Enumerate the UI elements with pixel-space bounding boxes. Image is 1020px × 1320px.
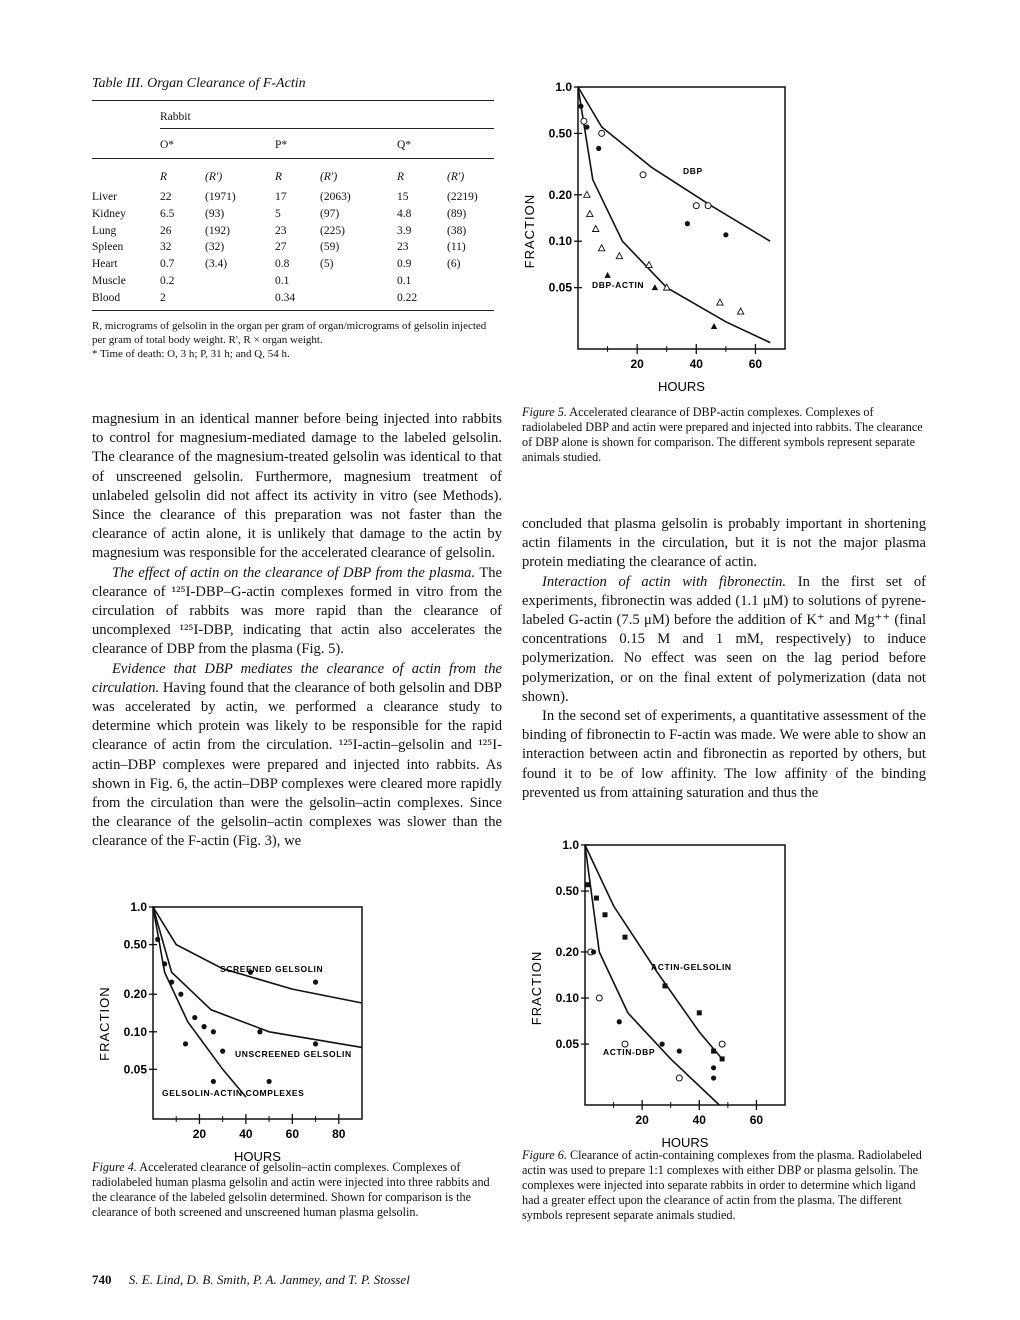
table-cell: 22 (160, 191, 172, 203)
x-tick-label: 60 (749, 1113, 764, 1127)
data-point-filled-circle (591, 949, 596, 954)
table-group-p: P* (275, 139, 288, 151)
curve-label: DBP-ACTIN (592, 280, 645, 290)
table-cell: 23 (275, 224, 287, 237)
figure-6-caption-label: Figure 6. (522, 1148, 567, 1162)
table-cell: 27 (275, 241, 287, 254)
y-tick-label: 1.0 (130, 900, 147, 914)
table-cell: 3.9 (397, 224, 412, 237)
table-title: Table III. Organ Clearance of F-Actin (92, 76, 306, 91)
data-point-open-triangle (584, 191, 590, 197)
y-axis-label: FRACTION (529, 950, 544, 1026)
data-point-filled-triangle (604, 272, 610, 278)
figure-4-caption (92, 1160, 502, 1220)
table-group-rule (160, 128, 494, 129)
data-point-filled-circle (267, 1079, 272, 1084)
table-row-organ: Lung (92, 224, 117, 237)
table-cell: (38) (447, 224, 467, 237)
data-point-open-triangle (717, 299, 723, 305)
data-point-open-triangle (593, 226, 599, 232)
data-point-filled-circle (711, 1065, 716, 1070)
data-point-open-circle (693, 203, 699, 209)
table-cell: 0.22 (397, 291, 418, 304)
table-cell: 6.5 (160, 207, 175, 220)
y-tick-label: 0.10 (123, 1024, 147, 1039)
data-point-filled-circle (178, 992, 183, 997)
x-tick-label: 60 (285, 1127, 300, 1141)
data-point-filled-circle (192, 1015, 197, 1020)
data-point-filled-square (585, 882, 590, 887)
left-paragraph-3 (92, 660, 502, 852)
table-row-organ: Muscle (92, 275, 126, 287)
figure-6-caption (522, 1148, 926, 1223)
curve-label: UNSCREENED GELSOLIN (235, 1049, 352, 1059)
right-paragraph-2 (522, 573, 926, 707)
data-point-filled-circle (677, 1049, 682, 1054)
table-row-organ: Heart (92, 258, 118, 271)
data-point-open-triangle (587, 211, 593, 217)
data-point-filled-circle (584, 124, 589, 129)
curve-label: GELSOLIN-ACTIN COMPLEXES (162, 1088, 305, 1098)
data-point-open-circle (596, 995, 602, 1001)
figure-4-chart (92, 895, 392, 1164)
data-point-open-circle (705, 203, 711, 209)
table-cell: 26 (160, 224, 172, 237)
curve-label: ACTIN-DBP (603, 1047, 656, 1057)
data-point-filled-circle (711, 1075, 716, 1080)
table-subheader: R (275, 171, 283, 183)
table-cell: (89) (447, 207, 467, 220)
table-cell: 32 (160, 241, 172, 254)
data-point-open-circle (719, 1041, 725, 1047)
section-heading-dbp-mediates: Evidence that DBP mediates the clearance of actin from the circulation. (92, 660, 502, 696)
right-column (522, 515, 926, 803)
page-footer (92, 1272, 410, 1288)
section-heading-dbp: The effect of actin on the clearance of DBP from the plasma. (112, 564, 476, 581)
figure-5-caption-text: Accelerated clearance of DBP-actin complexes. Complexes of radiolabeled DBP and actin were prepared and injected into rabbits. The clearance of DBP alone is shown for comparison. The different symbols represent separate animals studied. (522, 405, 923, 464)
table-footnote-1: R, micrograms of gelsolin in the organ per gram of organ/micrograms of gelsolin injected per gram of total body weight. R', R × organ weight. (92, 320, 487, 346)
table-cell: 0.2 (160, 275, 175, 287)
table-group-o: O* (160, 139, 175, 151)
x-tick-label: 80 (332, 1127, 346, 1141)
table-subheader: (R') (205, 171, 223, 183)
data-point-filled-circle (201, 1024, 206, 1029)
data-point-filled-circle (169, 980, 174, 985)
data-point-filled-circle (313, 1041, 318, 1046)
data-point-open-circle (599, 130, 605, 136)
data-point-filled-circle (211, 1029, 216, 1034)
data-point-filled-circle (617, 1019, 622, 1024)
table-row-organ: Blood (92, 291, 121, 304)
table-cell: 2 (160, 291, 166, 304)
table-row-organ: Kidney (92, 207, 126, 220)
table-cell: (1971) (205, 191, 236, 203)
series-curve (153, 907, 246, 1097)
table-cell: 23 (397, 241, 409, 254)
data-point-open-triangle (737, 308, 743, 314)
data-point-filled-square (594, 896, 599, 901)
table-subheader: R (397, 171, 405, 183)
table-cell: (93) (205, 207, 225, 220)
y-axis-label: FRACTION (522, 193, 537, 269)
data-point-filled-square (623, 935, 628, 940)
y-tick-label: 0.10 (555, 991, 579, 1006)
table-group-label: Rabbit (160, 111, 191, 123)
data-point-open-circle (581, 118, 587, 124)
section-heading-fibronectin: Interaction of actin with fibronectin. (542, 573, 787, 590)
data-point-filled-square (663, 983, 668, 988)
plot-frame (585, 845, 785, 1105)
y-tick-label: 0.05 (548, 280, 572, 295)
left-paragraph-3-body: Having found that the clearance of both gelsolin and DBP was accelerated by actin, we performed a clearance study to determine which protein was likely to be responsible for the rapid clearance of actin from the circulation. ¹²⁵I-actin–gelsolin and ¹²⁵I-actin–DBP complexes were prepared and injected into rabbits. As shown in Fig. 6, the actin–DBP complexes were cleared more rapidly from the circulation than were the gelsolin–actin complexes. Since the clearance of the gelsolin–actin complexes was slower than the clearance of the F-actin (Fig. 3), we (92, 679, 502, 850)
left-paragraph-2-body: The clearance of ¹²⁵I-DBP–G-actin complexes formed in vitro from the circulation of rabbits was more rapid than the clearance of uncomplexed ¹²⁵I-DBP, indicating that actin also accelerates the clearance of DBP from the plasma (Fig. 5). (92, 564, 503, 658)
data-point-filled-square (603, 912, 608, 917)
data-point-open-circle (676, 1075, 682, 1081)
x-tick-label: 20 (630, 357, 644, 371)
table-header-rule (92, 158, 494, 159)
x-axis-label: HOURS (661, 1135, 709, 1150)
table-bottom-rule (92, 310, 494, 311)
data-point-filled-square (697, 1010, 702, 1015)
x-tick-label: 40 (239, 1127, 253, 1141)
table-subheader: (R') (447, 171, 465, 183)
data-point-filled-circle (257, 1029, 262, 1034)
table-cell: 15 (397, 191, 409, 203)
table-cell: (97) (320, 207, 340, 220)
table-cell: (2063) (320, 191, 351, 203)
table-cell: (59) (320, 241, 340, 254)
table-top-rule (92, 100, 494, 101)
table-cell: (225) (320, 224, 345, 237)
data-point-filled-circle (578, 104, 583, 109)
right-paragraph-1: concluded that plasma gelsolin is probably important in shortening actin filaments in the circulation, but it is not the major plasma protein mediating the clearance of actin. (522, 516, 926, 571)
table-cell: 17 (275, 191, 287, 203)
data-point-filled-triangle (652, 284, 658, 290)
y-tick-label: 0.20 (123, 987, 147, 1002)
data-point-filled-circle (162, 961, 167, 966)
series-curve (578, 87, 770, 343)
y-tick-label: 0.10 (548, 234, 572, 249)
table-cell: 0.1 (397, 275, 412, 287)
y-tick-label: 0.20 (548, 187, 572, 202)
x-tick-label: 40 (689, 357, 703, 371)
data-point-filled-circle (313, 980, 318, 985)
x-tick-label: 40 (692, 1113, 706, 1127)
right-paragraph-2-body: In the first set of experiments, fibronectin was added (1.1 μM) to solutions of pyrene-labeled G-actin (7.5 μM) before the addition of K⁺ and Mg⁺⁺ (final concentrations 0.15 M and 1 mM, respectively) to induce polymerization. No effect was seen on the lag period before polymerization, or on the final extent of polymerization (data not shown). (522, 573, 926, 705)
table-cell: 5 (275, 207, 281, 220)
table-cell: 0.7 (160, 258, 175, 271)
y-tick-label: 1.0 (562, 838, 579, 852)
left-paragraph-1: magnesium in an identical manner before being injected into rabbits to control for magnesium-mediated damage to the labeled gelsolin. The clearance of the magnesium-treated gelsolin was identical to that of unscreened gelsolin. Furthermore, magnesium treatment of unlabeled gelsolin did not affect its activity in vitro (see Methods). Since the clearance of this preparation was not faster than the clearance of actin alone, it is unlikely that damage to the actin by magnesium was responsible for the accelerated clearance of gelsolin. (92, 411, 502, 562)
data-point-filled-square (720, 1056, 725, 1061)
table-group-q: Q* (397, 139, 412, 151)
figure-4-caption-text: Accelerated clearance of gelsolin–actin complexes. Complexes of radiolabeled human plasma gelsolin and actin were injected into three rabbits and the clearance of the labeled gelsolin determined. Shown for comparison is the clearance of both screened and unscreened human plasma gelsolin. (92, 1160, 490, 1219)
table-cell: (5) (320, 258, 334, 271)
data-point-open-triangle (616, 253, 622, 259)
y-tick-label: 0.05 (123, 1062, 147, 1077)
data-point-open-triangle (598, 245, 604, 251)
data-point-filled-circle (155, 937, 160, 942)
figure-6-chart (505, 830, 805, 1150)
curve-label: ACTIN-GELSOLIN (651, 962, 732, 972)
data-point-filled-circle (220, 1049, 225, 1054)
table-cell: (6) (447, 258, 461, 271)
y-tick-label: 0.50 (555, 884, 579, 899)
table-cell: (11) (447, 241, 466, 254)
data-point-filled-circle (660, 1042, 665, 1047)
table-row-organ: Liver (92, 191, 117, 203)
y-axis-label: FRACTION (97, 986, 112, 1061)
table-cell: 4.8 (397, 207, 412, 220)
y-tick-label: 0.50 (548, 126, 572, 141)
figure-5-caption (522, 405, 926, 465)
y-tick-label: 0.05 (555, 1037, 579, 1052)
data-point-filled-square (711, 1049, 716, 1054)
figure-4-caption-label: Figure 4. (92, 1160, 137, 1174)
table-cell: 0.1 (275, 275, 290, 287)
x-tick-label: 20 (192, 1127, 207, 1141)
table-footnote-2: * Time of death: O, 3 h; P, 31 h; and Q, 54 h. (92, 348, 290, 360)
data-point-filled-triangle (711, 323, 717, 329)
table-subheader: R (160, 171, 168, 183)
figure-5-chart (505, 78, 795, 398)
data-point-filled-circle (596, 146, 601, 151)
x-tick-label: 20 (635, 1113, 649, 1127)
left-paragraph-2 (92, 564, 502, 660)
data-point-filled-circle (211, 1079, 216, 1084)
table-cell: 0.9 (397, 258, 412, 271)
footer-authors: S. E. Lind, D. B. Smith, P. A. Janmey, and T. P. Stossel (128, 1272, 410, 1287)
table-subheader: (R') (320, 171, 338, 183)
series-curve (585, 845, 719, 1105)
curve-label: SCREENED GELSOLIN (220, 964, 324, 974)
figure-5-caption-label: Figure 5. (522, 405, 567, 419)
x-tick-label: 60 (748, 357, 763, 371)
series-curve (153, 907, 362, 1003)
table-cell: (3.4) (205, 258, 228, 271)
table-row-organ: Spleen (92, 241, 124, 254)
y-tick-label: 0.20 (555, 944, 579, 959)
series-curve (153, 907, 362, 1047)
data-point-filled-circle (723, 232, 728, 237)
x-axis-label: HOURS (234, 1149, 281, 1164)
x-axis-label: HOURS (658, 379, 705, 394)
data-point-open-circle (640, 172, 646, 178)
page-number: 740 (92, 1272, 112, 1287)
series-curve (578, 87, 770, 241)
y-tick-label: 0.50 (123, 937, 147, 952)
data-point-open-triangle (646, 262, 652, 268)
left-column (92, 410, 502, 852)
data-point-filled-circle (183, 1041, 188, 1046)
data-point-filled-circle (685, 221, 690, 226)
series-curve (585, 845, 722, 1059)
table-cell: (2219) (447, 191, 478, 203)
y-tick-label: 1.0 (555, 80, 572, 94)
figure-6-caption-text: Clearance of actin-containing complexes from the plasma. Radiolabeled actin was used to prepare 1:1 complexes with either DBP or plasma gelsolin. The complexes were injected into separate rabbits in order to determine which ligand had a greater effect upon the clearance of actin from the plasma. The different symbols represent separate animals studied. (522, 1148, 922, 1222)
right-paragraph-3: In the second set of experiments, a quantitative assessment of the binding of fibronectin to F-actin was made. We were able to show an interaction between actin and fibronectin as reported by others, but found it to be of low affinity. The low affinity of the binding prevented us from attaining saturation and thus the (522, 708, 926, 801)
table-cell: 0.8 (275, 258, 290, 271)
plot-frame (578, 87, 785, 349)
table-cell: (32) (205, 241, 225, 254)
curve-label: DBP (683, 166, 703, 176)
table-cell: (192) (205, 224, 230, 237)
table-cell: 0.34 (275, 291, 296, 304)
